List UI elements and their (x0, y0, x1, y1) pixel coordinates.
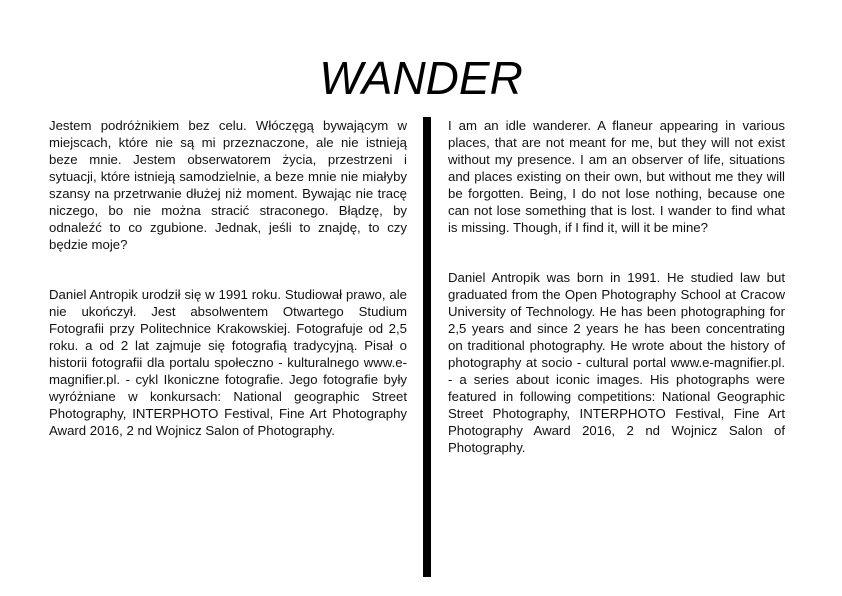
polish-bio-paragraph: Daniel Antropik urodził się w 1991 roku. Studiował prawo, ale nie ukończył. Jest absolwentem Otwartego Studium Fotografii przy Politechnice Krakowskiej. Fotografuje od 2,5 roku. a od 2 lat zajmuje się fotografią tradycyjną. Pisał o historii fotografii dla portalu społeczno - kulturalnego www.e-magnifier.pl. - cykl Ikoniczne fotografie. Jego fotografie były wyróżniane w konkursach: National geographic Street Photography, INTERPHOTO Festival, Fine Art Photography Award 2016, 2 nd Wojnicz Salon of Photography. (49, 287, 407, 438)
column-divider (423, 117, 431, 577)
polish-column (49, 117, 407, 439)
english-bio-paragraph: Daniel Antropik was born in 1991. He studied law but graduated from the Open Photography School at Cracow University of Technology. He has been photographing for 2,5 years and since 2 years he has been concentrating on traditional photography. He wrote about the history of photography at socio - cultural portal www.e-magnifier.pl. - a series about iconic images. His photographs were featured in following competitions: National Geographic Street Photography, INTERPHOTO Festival, Fine Art Photography Award 2016, 2 nd Wojnicz Salon of Photography. (448, 270, 785, 455)
polish-intro-paragraph: Jestem podróżnikiem bez celu. Włóczęgą bywającym w miejscach, które nie są mi przeznaczone, ale nie istnieją beze mnie. Jestem obserwatorem życia, przestrzeni i sytuacji, które istnieją samodzielnie, a beze mnie nie miałyby szansy na przetrwanie dłużej niż moment. Bywając nie tracę niczego, bo nie można stracić straconego. Błądzę, by odnaleźć to co zgubione. Jednak, jeśli to znajdę, to czy będzie moje? (49, 118, 407, 252)
page-title: WANDER (319, 52, 523, 104)
english-intro-paragraph: I am an idle wanderer. A flaneur appearing in various places, that are not meant for me, but they will not exist without my presence. I am an observer of life, situations and places existing on their own, but without me they will be forgotten. Being, I do not lose nothing, because one can not lose something that is lost. I wander to find what is missing. Though, if I find it, will it be mine? (448, 118, 785, 235)
english-column (448, 117, 785, 456)
